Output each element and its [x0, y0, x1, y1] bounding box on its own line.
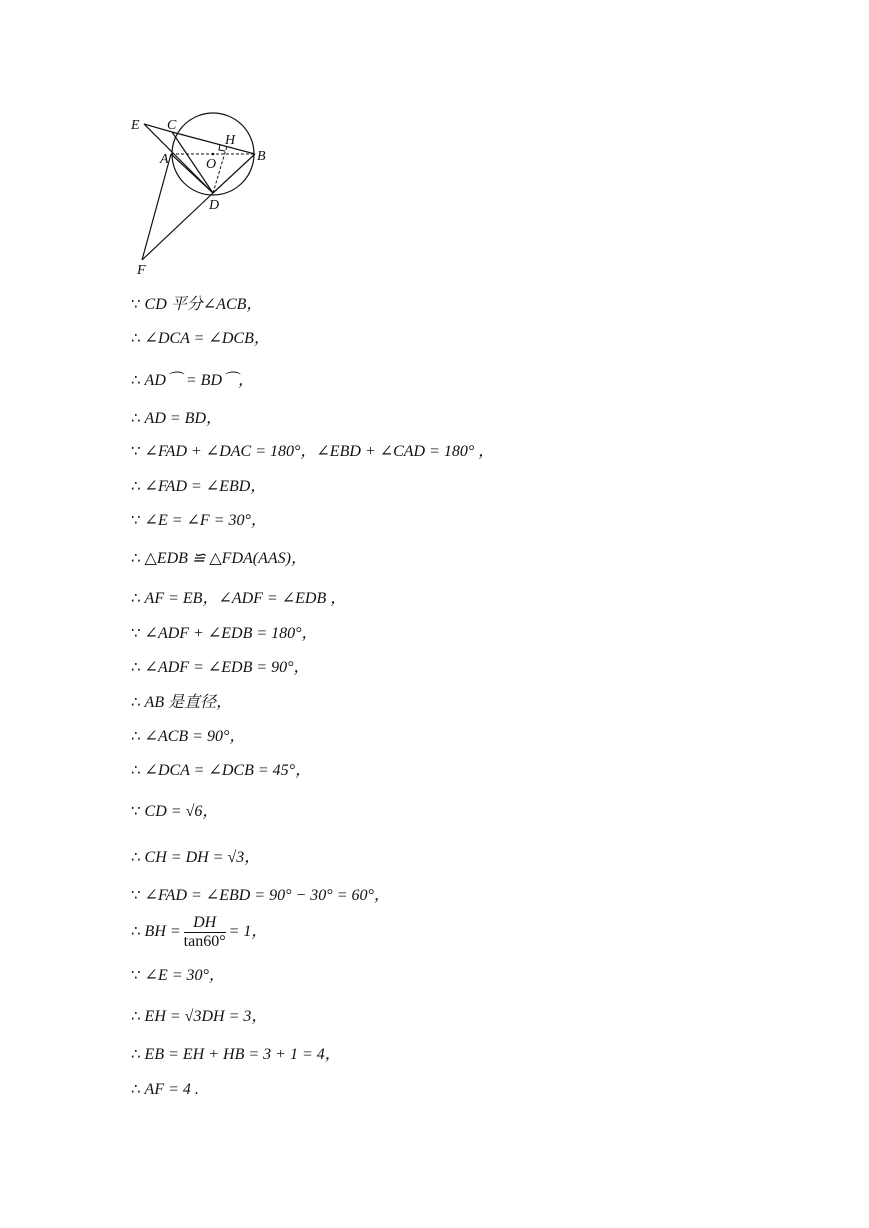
- label-a: A: [160, 152, 169, 167]
- proof-line: ∴ CH = DH = √3，: [131, 848, 261, 866]
- proof-line: ∴ AD = BD，: [131, 409, 223, 427]
- proof-line: ∴ ∠DCA = ∠DCB = 45°，: [131, 761, 312, 779]
- proof-line: ∵ ∠E = 30°，: [131, 966, 225, 984]
- proof-line: ∴ AF = 4 .: [131, 1080, 199, 1098]
- label-o: O: [206, 157, 217, 172]
- proof-line: ∴ △EDB ≌ △FDA(AAS)，: [131, 549, 307, 567]
- circle-diagram: [122, 100, 282, 285]
- proof-line: ∴ AF = EB，∠ADF = ∠EDB ，: [131, 589, 347, 607]
- proof-line: ∴ EB = EH + HB = 3 + 1 = 4，: [131, 1045, 341, 1063]
- geometry-figure: [122, 100, 282, 285]
- fraction: [184, 914, 226, 951]
- center-dot: [212, 153, 215, 156]
- fraction-denominator: tan60°: [183, 933, 226, 950]
- label-e: E: [131, 118, 140, 133]
- proof-line: ∵ ∠FAD + ∠DAC = 180°，∠EBD + ∠CAD = 180° ，: [131, 442, 495, 460]
- segment-af: [142, 154, 171, 260]
- label-h: H: [225, 133, 236, 148]
- proof-line: ∴ AB 是直径，: [131, 693, 233, 711]
- proof-line: ∴ AD⌒ = BD⌒，: [131, 371, 255, 389]
- proof-line-fraction: ∴ BH = $\frac{DH}{\tan 60^\circ}$ = 1，: [131, 914, 268, 950]
- proof-line: ∵ ∠E = ∠F = 30°，: [131, 511, 267, 529]
- proof-line: ∴ ∠ACB = 90°，: [131, 727, 246, 745]
- proof-line: ∵ CD 平分∠ACB，: [131, 295, 263, 313]
- label-f: F: [137, 263, 146, 278]
- proof-line: ∵ CD = √6，: [131, 802, 219, 820]
- proof-line: ∵ ∠FAD = ∠EBD = 90° − 30° = 60°，: [131, 886, 390, 904]
- label-d: D: [209, 198, 220, 213]
- proof-line: ∴ ∠ADF = ∠EDB = 90°，: [131, 658, 310, 676]
- proof-line: ∴ ∠FAD = ∠EBD，: [131, 477, 267, 495]
- proof-line: ∴ EH = √3DH = 3，: [131, 1007, 268, 1025]
- proof-line: ∴ ∠DCA = ∠DCB，: [131, 329, 270, 347]
- label-c: C: [167, 118, 177, 133]
- label-b: B: [257, 149, 266, 164]
- segment-df: [142, 193, 213, 260]
- fraction-numerator: DH: [184, 914, 226, 933]
- proof-line: ∵ ∠ADF + ∠EDB = 180°，: [131, 624, 318, 642]
